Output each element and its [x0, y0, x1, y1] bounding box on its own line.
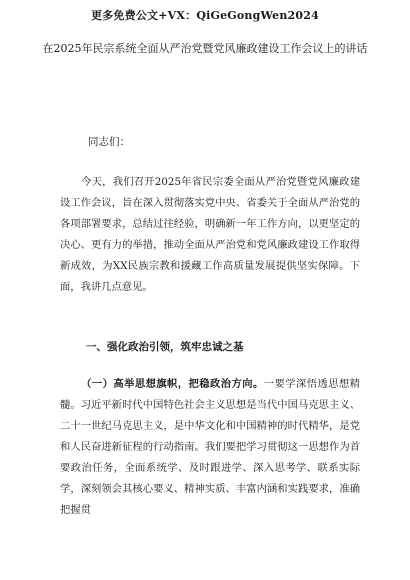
promo-header: 更多免费公文+VX：QiGeGongWen2024	[91, 9, 319, 22]
document-title: 在2025年民宗系统全面从严治党暨党风廉政建设工作会议上的讲话	[42, 42, 368, 55]
opening-paragraph: 今天，我们召开2025年省民宗委全面从严治党暨党风廉政建设工作会议，旨在深入贯彻落实党中央、省委关于全面从严治党的各项部署要求，总结过往经验，明确新一年工作方向，以更坚定的决心、更有力的举措，推动全面从严治党和党风廉政建设工作取得新成效，为XX民族宗教和援藏工作高质量发展提供坚实保障。下面，我讲几点意见。	[60, 176, 360, 293]
subsection-heading-1: （一）高举思想旗帜，把稳政治方向。	[81, 378, 264, 390]
subsection-body-1: 一要学深悟透思想精髓。习近平新时代中国特色社会主义思想是当代中国马克思主义、二十一世纪马克思主义，是中华文化和中国精神的时代精华，是党和人民奋进新征程的行动指南。我们要把学习贯彻这一思想作为首要政治任务，全面系统学、及时跟进学、深入思考学、联系实际学，深刻领会其核心要义、精神实质、丰富内涵和实践要求，准确把握贯	[60, 378, 361, 516]
section-heading-1: 一、强化政治引领，筑牢忠诚之基	[86, 341, 244, 353]
salutation: 同志们：	[88, 136, 130, 148]
subsection-paragraph-1	[60, 374, 360, 521]
